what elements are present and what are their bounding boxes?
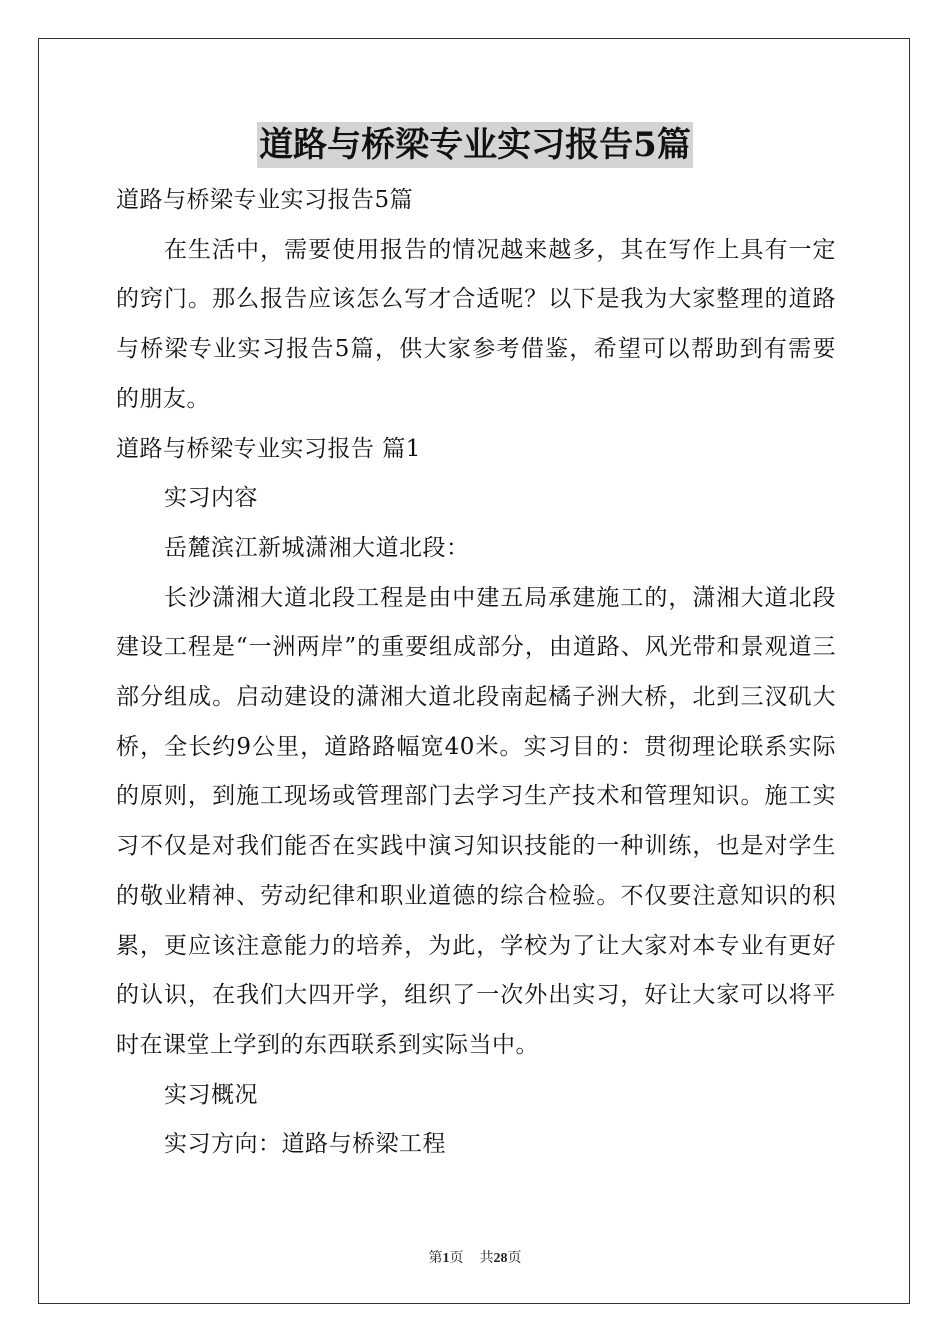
content-label: 实习内容 — [164, 485, 258, 512]
title-area — [0, 122, 950, 168]
page-prefix: 第 — [428, 1251, 443, 1266]
page-footer — [0, 1247, 950, 1267]
total-prefix: 共 — [479, 1251, 494, 1266]
document-body — [116, 176, 836, 1170]
current-page-number: 1 — [442, 1251, 450, 1266]
document-subtitle: 道路与桥梁专业实习报告5篇 — [116, 187, 414, 213]
intro-paragraph: 在生活中，需要使用报告的情况越来越多，其在写作上具有一定的窍门。那么报告应该怎么写才合适呢？以下是我为大家整理的道路与桥梁专业实习报告5篇，供大家参考借鉴，希望可以帮助到有需要的朋友。 — [116, 236, 836, 412]
section-heading: 道路与桥梁专业实习报告 篇1 — [116, 435, 421, 462]
total-suffix: 页 — [507, 1251, 522, 1266]
body-paragraph: 长沙潇湘大道北段工程是由中建五局承建施工的，潇湘大道北段建设工程是“一洲两岸”的重要组成部分，由道路、风光带和景观道三部分组成。启动建设的潇湘大道北段南起橘子洲大桥，北到三汊矶大桥，全长约9公里，道路路幅宽40米。实习目的：贯彻理论联系实际的原则，到施工现场或管理部门去学习生产技术和管理知识。施工实习不仅是对我们能否在实践中演习知识技能的一种训练，也是对学生的敬业精神、劳动纪律和职业道德的综合检验。不仅要注意知识的积累，更应该注意能力的培养，为此，学校为了让大家对本专业有更好的认识，在我们大四开学，组织了一次外出实习，好让大家可以将平时在课堂上学到的东西联系到实际当中。 — [116, 584, 836, 1058]
document-title: 道路与桥梁专业实习报告5篇 — [257, 122, 693, 168]
total-pages-number: 28 — [493, 1251, 508, 1266]
page-suffix: 页 — [449, 1251, 464, 1266]
direction-line: 实习方向：道路与桥梁工程 — [164, 1131, 446, 1158]
overview-label: 实习概况 — [164, 1081, 258, 1108]
location-line: 岳麓滨江新城潇湘大道北段： — [164, 534, 470, 561]
